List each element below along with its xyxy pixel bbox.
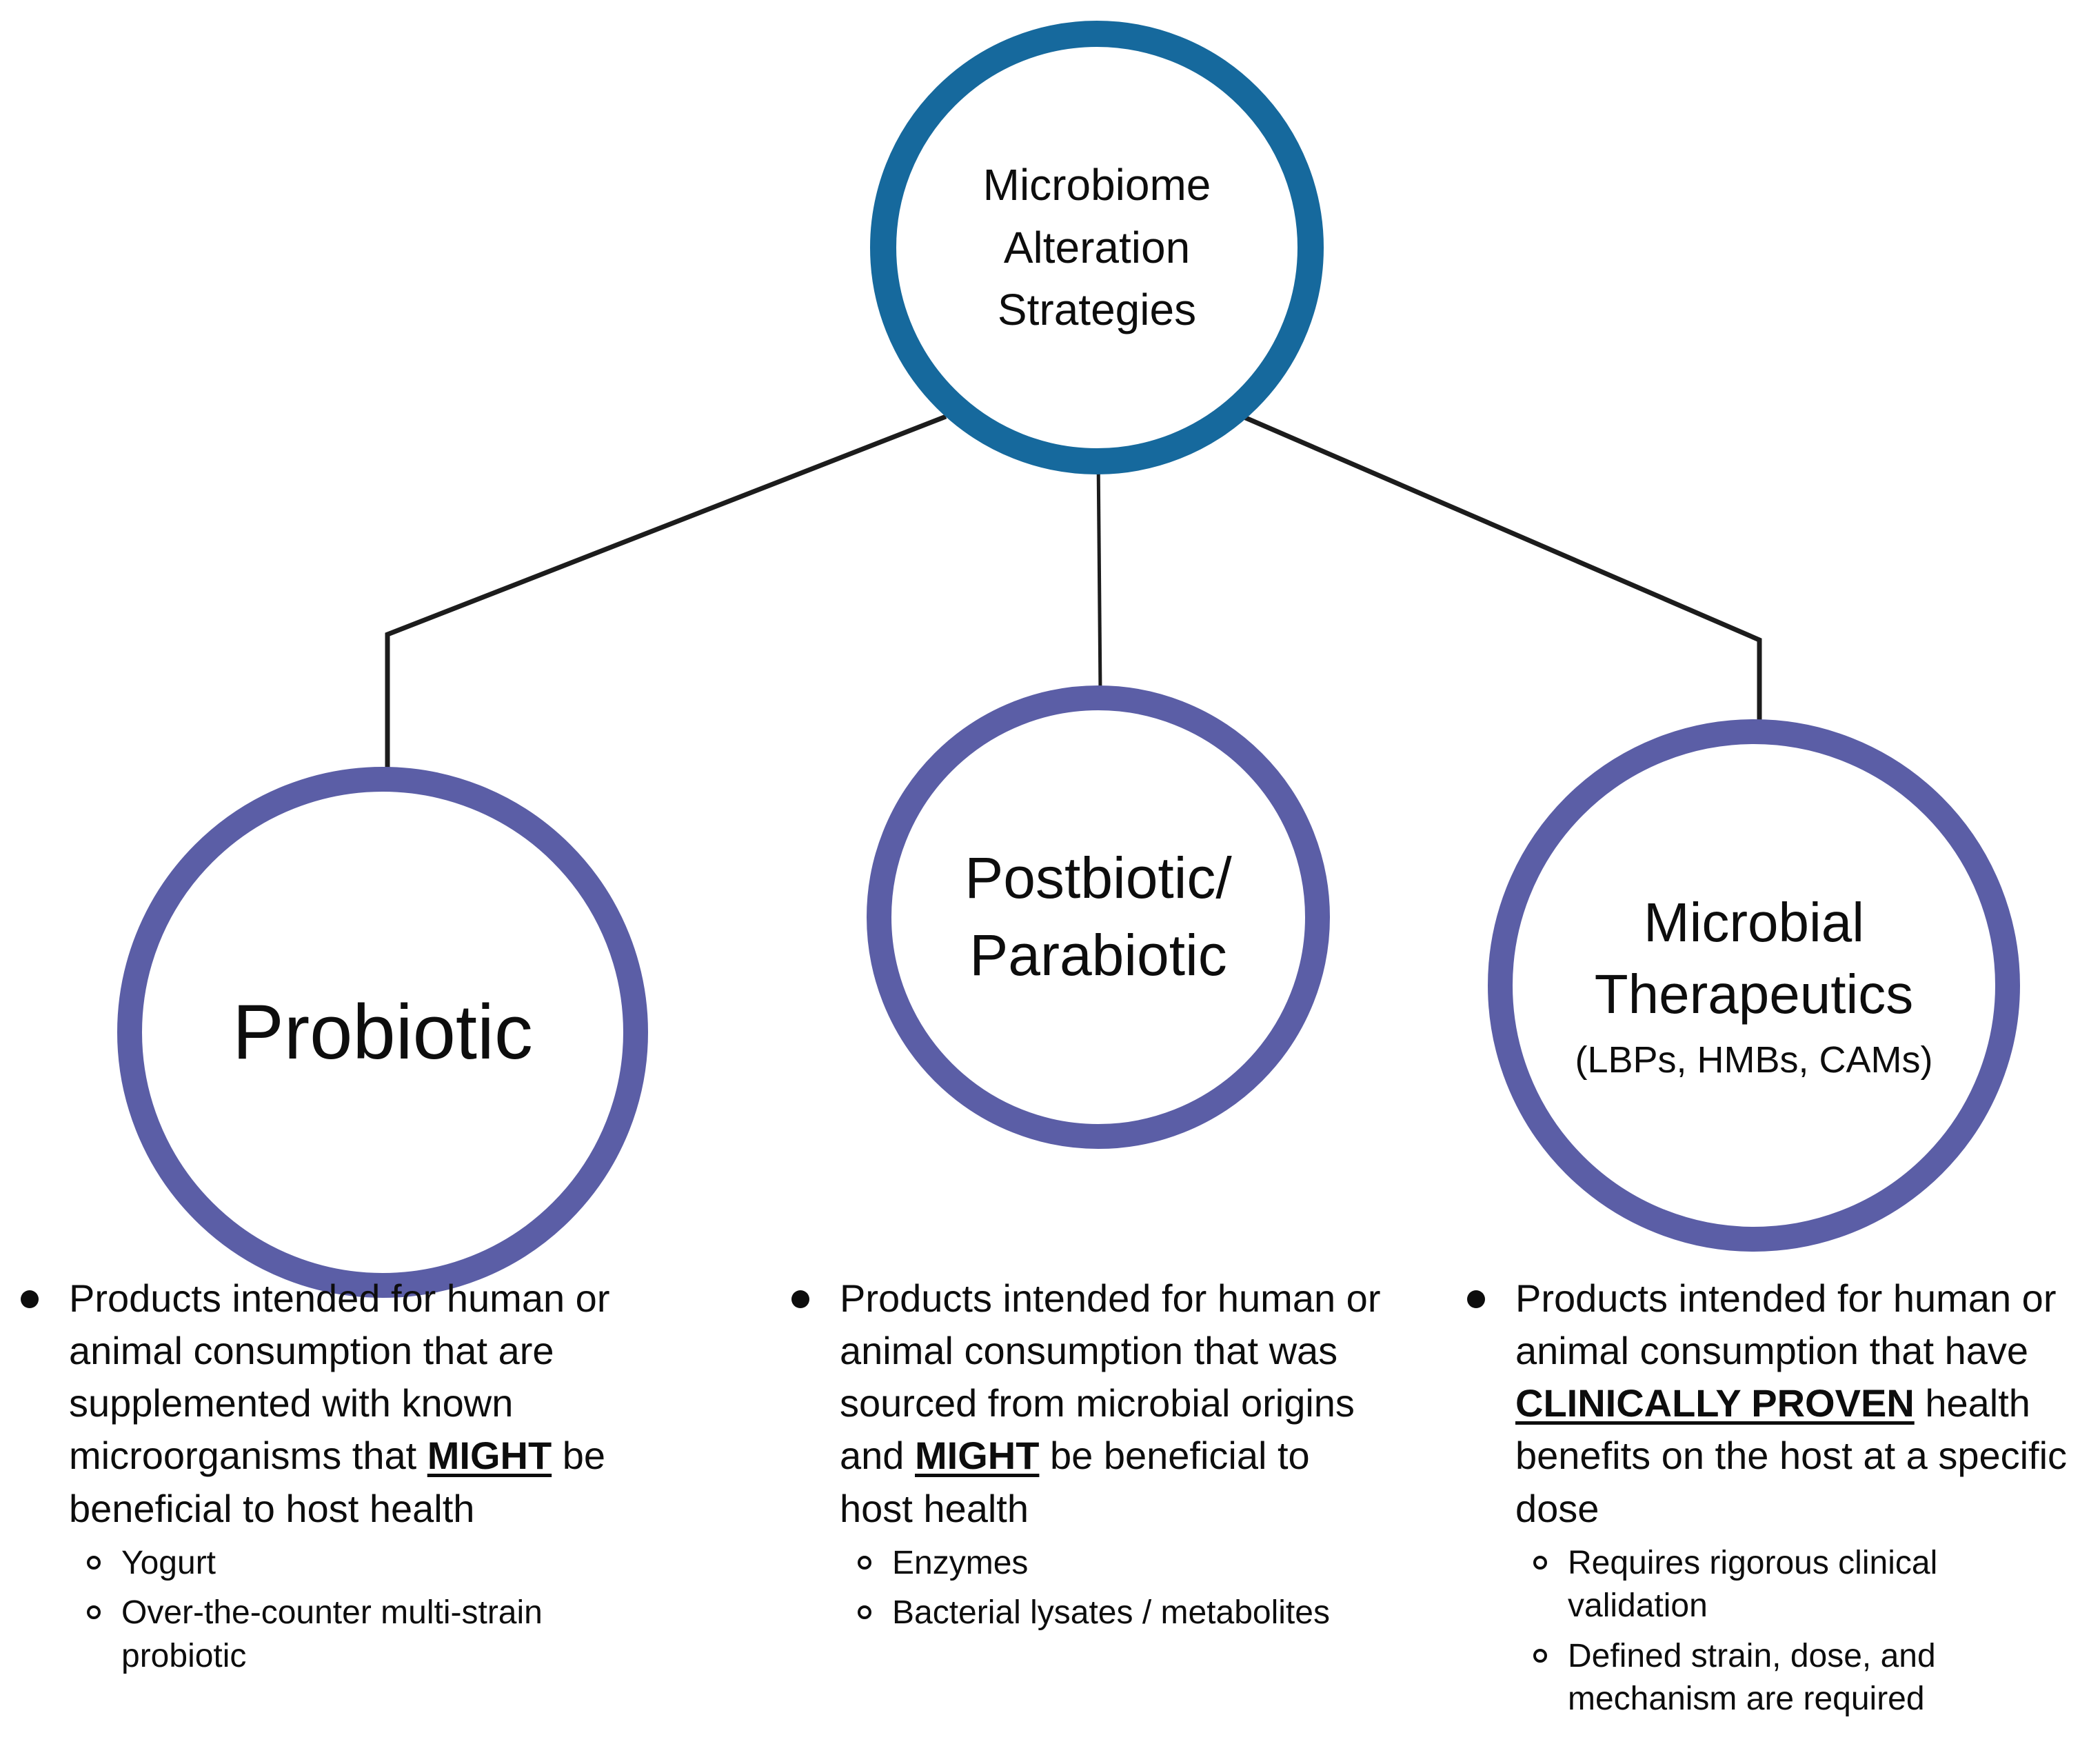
sub-bullet-icon: [87, 1556, 101, 1570]
probiotic-description-pre: Products intended for human or animal consumption that are supplemented with known microorganisms that: [69, 1276, 610, 1478]
postbiotic-description-pre: Products intended for human or animal consumption that was sourced from microbial origins and: [840, 1276, 1381, 1478]
probiotic-description-text: [69, 1272, 620, 1535]
microbial-description-bullet: [1467, 1272, 2078, 1535]
root-node-microbiome-alteration-strategies: [870, 21, 1324, 474]
microbial-description-column: [1467, 1272, 2078, 1721]
postbiotic-description-column: [791, 1272, 1444, 1635]
sub-bullet-icon: [1533, 1649, 1547, 1663]
postbiotic-description-post: be beneficial to host health: [840, 1434, 1310, 1530]
microbial-therapeutics-node-subtitle: (LBPs, HMBs, CAMs): [1575, 1039, 1933, 1081]
probiotic-example-text: Yogurt: [121, 1544, 216, 1581]
child-node-postbiotic-parabiotic: [867, 685, 1330, 1149]
bullet-icon: [791, 1290, 809, 1308]
microbial-description-text: [1515, 1272, 2078, 1535]
postbiotic-example-item: [858, 1542, 1444, 1585]
probiotic-node-label: Probiotic: [232, 988, 533, 1075]
microbial-example-text: Requires rigorous clinical validation: [1568, 1544, 1938, 1625]
microbial-example-item: [1533, 1542, 2078, 1628]
connector-root-to-probiotic: [387, 417, 946, 778]
probiotic-description-emphasis: MIGHT: [427, 1434, 552, 1478]
postbiotic-parabiotic-node-label: Postbiotic/ Parabiotic: [965, 845, 1232, 988]
root-node-label: Microbiome Alteration Strategies: [982, 159, 1211, 335]
sub-bullet-icon: [87, 1605, 101, 1619]
bullet-icon: [21, 1290, 39, 1308]
probiotic-example-item: [87, 1592, 620, 1678]
microbial-description-pre: Products intended for human or animal consumption that have: [1515, 1276, 2057, 1373]
probiotic-description-post: be beneficial to host health: [69, 1434, 606, 1530]
probiotic-example-item: [87, 1542, 620, 1585]
connector-root-to-postbiotic: [1098, 455, 1100, 693]
child-node-probiotic: [117, 767, 648, 1298]
microbial-therapeutics-node-label: Microbial Therapeutics: [1594, 891, 1914, 1025]
postbiotic-description-emphasis: MIGHT: [915, 1434, 1040, 1478]
sub-bullet-icon: [858, 1605, 871, 1619]
probiotic-description-bullet: [21, 1272, 620, 1535]
microbial-description-emphasis: CLINICALLY PROVEN: [1515, 1381, 1915, 1425]
sub-bullet-icon: [1533, 1556, 1547, 1570]
probiotic-example-text: Over-the-counter multi-strain probiotic: [121, 1594, 543, 1674]
microbial-example-text: Defined strain, dose, and mechanism are required: [1568, 1637, 1936, 1717]
postbiotic-example-text: Bacterial lysates / metabolites: [892, 1594, 1330, 1632]
microbial-description-post: health benefits on the host at a specific dose: [1515, 1381, 2068, 1530]
postbiotic-description-text: [840, 1272, 1391, 1535]
postbiotic-example-text: Enzymes: [892, 1544, 1029, 1581]
bullet-icon: [1467, 1290, 1485, 1308]
sub-bullet-icon: [858, 1556, 871, 1570]
child-node-microbial-therapeutics: [1488, 719, 2020, 1252]
microbial-example-item: [1533, 1635, 2078, 1721]
connector-root-to-microbial: [1236, 414, 1759, 732]
postbiotic-description-bullet: [791, 1272, 1444, 1535]
probiotic-description-column: [21, 1272, 620, 1678]
postbiotic-example-item: [858, 1592, 1444, 1634]
